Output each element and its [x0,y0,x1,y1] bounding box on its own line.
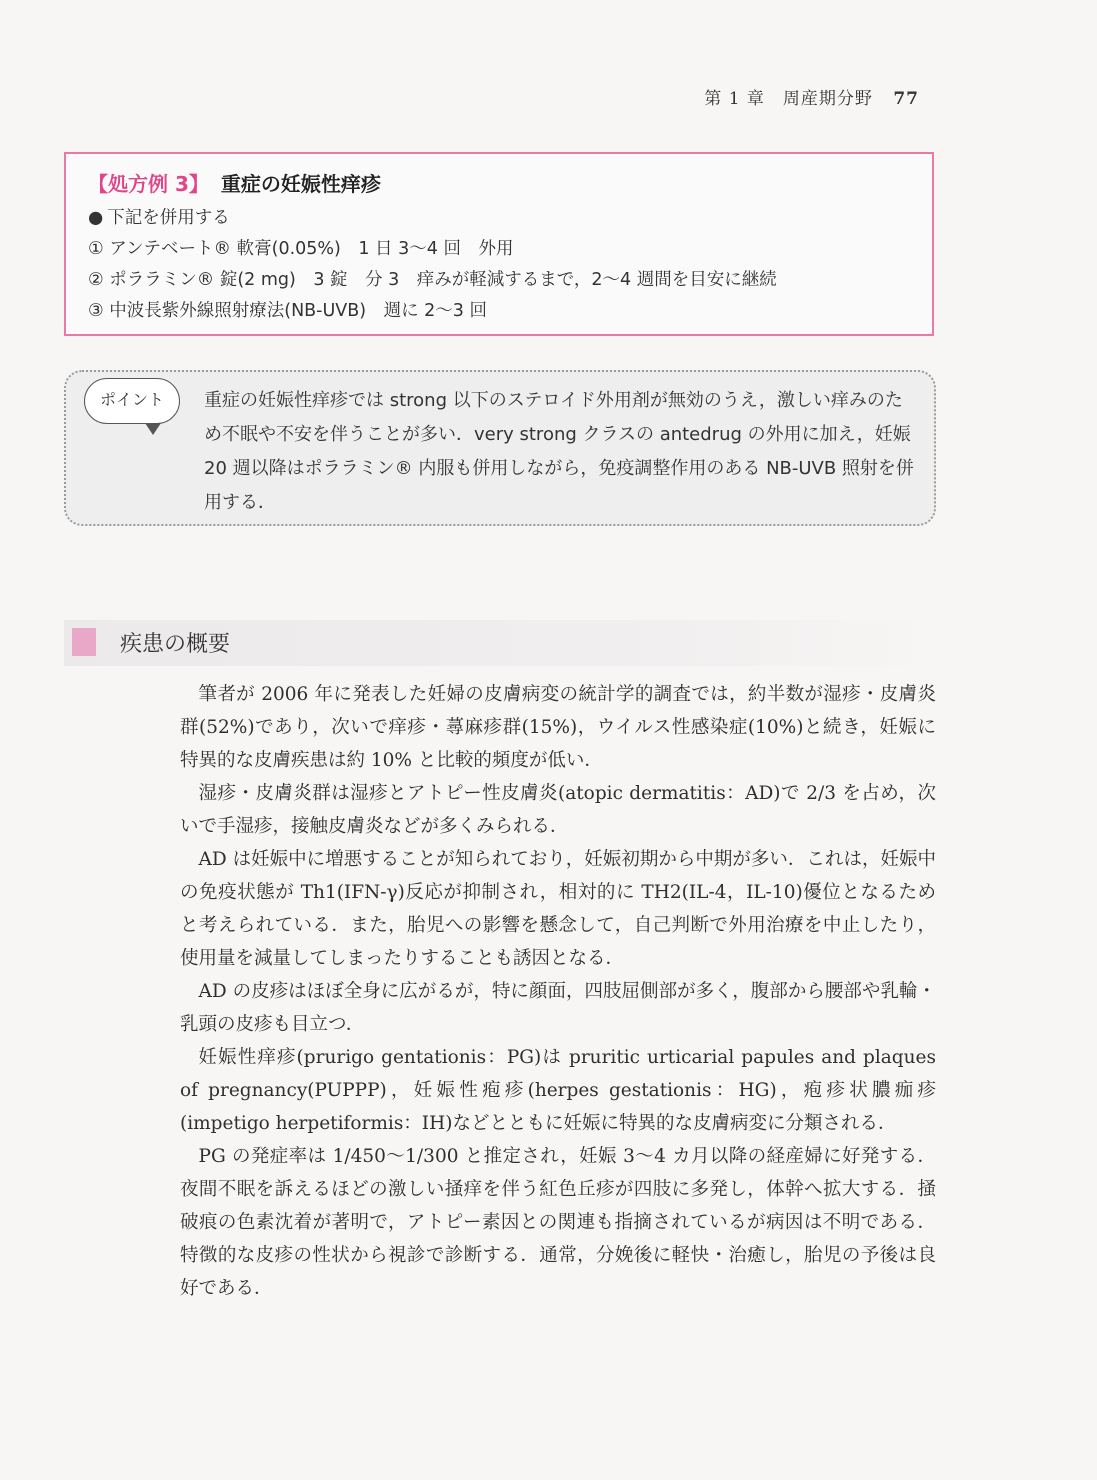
section-marker-icon [72,628,96,656]
prescription-heading [88,168,910,197]
point-box [64,370,936,526]
chapter-title: 第 1 章 周産期分野 [704,89,873,109]
section-heading [64,620,936,666]
prescription-box [64,152,934,336]
paragraph: 湿疹・皮膚炎群は湿疹とアトピー性皮膚炎(atopic dermatitis：AD)で 2/3 を占め，次いで手湿疹，接触皮膚炎などが多くみられる． [180,783,936,837]
page-number: 77 [893,89,919,109]
prescription-item: ② ポララミン® 錠(2 mg) 3 錠 分 3 痒みが軽減するまで，2〜4 週間を目安に継続 [88,270,777,290]
paragraph: PG の発症率は 1/450〜1/300 と推定され，妊娠 3〜4 カ月以降の経産婦に好発する．夜間不眠を訴えるほどの激しい掻痒を伴う紅色丘疹が四肢に多発し，体幹へ拡大する．掻破痕の色素沈着が著明で，アトピー素因との関連も指摘されているが病因は不明である．特徴的な皮疹の性状から視診で診断する．通常，分娩後に軽快・治癒し，胎児の予後は良好である． [180,1146,936,1299]
bullet-icon: ● [88,208,104,228]
body-text [180,678,936,1305]
page-header [704,84,919,109]
prescription-note-text: 下記を併用する [107,208,230,228]
prescription-tag: 【処方例 3】 [88,172,209,196]
prescription-item: ③ 中波長紫外線照射療法(NB-UVB) 週に 2〜3 回 [88,301,487,321]
section-title: 疾患の概要 [120,632,231,657]
paragraph: AD は妊娠中に増悪することが知られており，妊娠初期から中期が多い．これは，妊娠中の免疫状態が Th1(IFN-γ)反応が抑制され，相対的に TH2(IL-4，IL-10)優位となるためと考えられている．また，胎児への影響を懸念して，自己判断で外用治療を中止したり，使用量を減量してしまったりすることも誘因となる． [180,849,936,969]
prescription-note [88,203,910,234]
point-label: ポイント [99,390,164,409]
prescription-title: 重症の妊娠性痒疹 [220,172,381,196]
paragraph: 妊娠性痒疹(prurigo gentationis：PG)は pruritic urticarial papules and plaques of pregnancy(PUPPP)，妊娠性疱疹(herpes gestationis：HG)，疱疹状膿痂疹(impetigo herpetiformis：IH)などとともに妊娠に特異的な皮膚病変に分類される． [180,1047,936,1134]
point-speech-bubble-icon [84,378,180,424]
paragraph: 筆者が 2006 年に発表した妊婦の皮膚病変の統計学的調査では，約半数が湿疹・皮膚炎群(52%)であり，次いで痒疹・蕁麻疹群(15%)，ウイルス性感染症(10%)と続き，妊娠に特異的な皮膚疾患は約 10% と比較的頻度が低い． [180,684,936,771]
prescription-item: ① アンテベート® 軟膏(0.05%) 1 日 3〜4 回 外用 [88,239,514,259]
point-text: 重症の妊娠性痒疹では strong 以下のステロイド外用剤が無効のうえ，激しい痒みのため不眠や不安を伴うことが多い．very strong クラスの antedrug の外用に加え，妊娠 20 週以降はポララミン® 内服も併用しながら，免疫調整作用のある NB-UVB 照射を併用する． [204,390,914,513]
paragraph: AD の皮疹はほぼ全身に広がるが，特に顔面，四肢屈側部が多く，腹部から腰部や乳輪・乳頭の皮疹も目立つ． [180,981,936,1035]
